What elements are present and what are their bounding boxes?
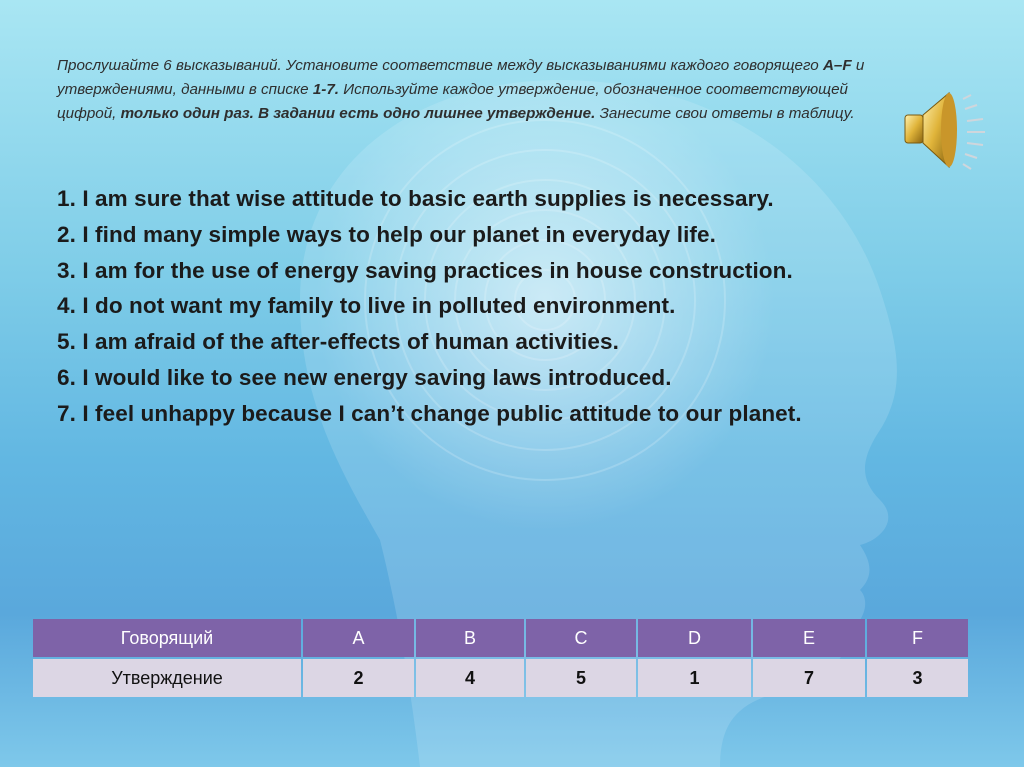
statement-2: 2. I find many simple ways to help our planet in everyday life. — [57, 221, 716, 247]
statement-5: 5. I am afraid of the after-effects of human activities. — [57, 329, 619, 355]
statement-3: 3. I am for the use of energy saving practices in house construction. — [57, 257, 793, 283]
header-speaker-b: B — [416, 619, 524, 657]
statements-list — [57, 181, 957, 432]
answer-table — [31, 617, 970, 699]
header-speaker-e: E — [753, 619, 865, 657]
answer-f: 3 — [867, 659, 968, 697]
header-label: Говорящий — [33, 619, 301, 657]
answer-a: 2 — [303, 659, 414, 697]
statement-6: 6. I would like to see new energy saving laws introduced. — [57, 364, 672, 390]
answer-d: 1 — [638, 659, 751, 697]
table-header-row — [33, 619, 968, 657]
row-label: Утверждение — [33, 659, 301, 697]
speaker-sound-icon[interactable] — [897, 85, 992, 175]
header-speaker-d: D — [638, 619, 751, 657]
header-speaker-a: A — [303, 619, 414, 657]
header-speaker-c: C — [526, 619, 636, 657]
answer-e: 7 — [753, 659, 865, 697]
answer-b: 4 — [416, 659, 524, 697]
task-instructions: Прослушайте 6 высказываний. Установите соответствие между высказываниями каждого говорящего A–F и утверждениями, данными в списке 1-7. Используйте каждое утверждение, обозначенное соответствующей цифрой, только один раз. В задании есть одно лишнее утверждение. Занесите свои ответы в таблицу. — [57, 57, 865, 122]
answer-c: 5 — [526, 659, 636, 697]
header-speaker-f: F — [867, 619, 968, 657]
statement-7: 7. I feel unhappy because I can’t change public attitude to our planet. — [57, 400, 802, 426]
table-answer-row — [33, 659, 968, 697]
statement-1: 1. I am sure that wise attitude to basic earth supplies is necessary. — [57, 186, 774, 211]
statement-4: 4. I do not want my family to live in polluted environment. — [57, 293, 676, 319]
